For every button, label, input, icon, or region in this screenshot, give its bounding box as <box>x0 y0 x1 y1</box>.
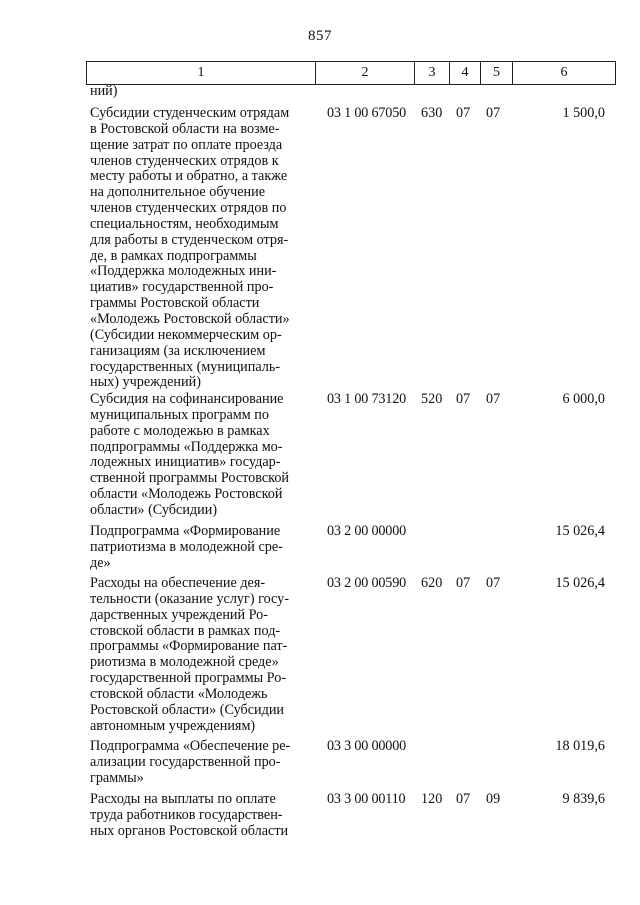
row-subsection: 07 <box>486 391 501 407</box>
column-header-row <box>87 62 616 85</box>
row-target-code: 03 1 00 67050 <box>327 105 406 121</box>
row-target-code: 03 3 00 00110 <box>327 791 406 807</box>
row-description: Субсидия на софинансирование муниципальных программ по работе с молодежью в рамках подпрограммы «Поддержка мо- лодежных инициатив» государ- ственной программы Ростовской области «Молодежь Ростовской области» (Субсидии) <box>90 391 290 518</box>
row-expense-type: 520 <box>421 391 443 407</box>
page-number: 857 <box>308 28 332 44</box>
column-header-6: 6 <box>513 62 616 85</box>
row-section: 07 <box>456 791 471 807</box>
row-expense-type: 630 <box>421 105 443 121</box>
column-header-3: 3 <box>415 62 450 85</box>
row-target-code: 03 2 00 00590 <box>327 575 406 591</box>
row-subsection: 07 <box>486 105 501 121</box>
row-subsection: 09 <box>486 791 501 807</box>
row-section: 07 <box>456 105 471 121</box>
row-subsection: 07 <box>486 575 501 591</box>
column-header-table <box>86 61 616 85</box>
row-amount: 1 500,0 <box>562 105 605 121</box>
row-expense-type: 120 <box>421 791 443 807</box>
row-target-code: 03 2 00 00000 <box>327 523 406 539</box>
row-description: Подпрограмма «Обеспечение ре- ализации государственной про- граммы» <box>90 738 291 786</box>
column-header-1: 1 <box>87 62 316 85</box>
row-amount: 6 000,0 <box>562 391 605 407</box>
row-description: Подпрограмма «Формирование патриотизма в молодежной сре- де» <box>90 523 283 571</box>
column-header-4: 4 <box>450 62 481 85</box>
row-expense-type: 620 <box>421 575 443 591</box>
row-section: 07 <box>456 391 471 407</box>
column-header-5: 5 <box>481 62 513 85</box>
row-target-code: 03 1 00 73120 <box>327 391 406 407</box>
row-amount: 9 839,6 <box>562 791 605 807</box>
row-description: Субсидии студенческим отрядам в Ростовской области на возме- щение затрат по оплате проезда членов студенческих отрядов к месту работы и обратно, а также на дополнительное обучение членов студенческих отрядов по специальностям, необходимым для работы в студенческом отря- де, в рамках подпрограммы «Поддержка молодежных ини- циатив» государственной про- граммы Ростовской области «Молодежь Ростовской области» (Субсидии некоммерческим ор- ганизациям (за исключением государственных (муниципаль- ных) учреждений) <box>90 105 290 391</box>
column-header-2: 2 <box>316 62 415 85</box>
row-amount: 15 026,4 <box>555 575 605 591</box>
row-target-code: 03 3 00 00000 <box>327 738 406 754</box>
row-description: Расходы на выплаты по оплате труда работников государствен- ных органов Ростовской области <box>90 791 289 839</box>
row-amount: 15 026,4 <box>555 523 605 539</box>
row-section: 07 <box>456 575 471 591</box>
row-amount: 18 019,6 <box>555 738 605 754</box>
row-description: ний) <box>90 83 118 99</box>
row-description: Расходы на обеспечение дея- тельности (оказание услуг) госу- дарственных учреждений Ро- стовской области в рамках под- программы «Формирование пат- риотизма в молодежной среде» государственной программы Ро- стовской области «Молодежь Ростовской области» (Субсидии автономным учреждениям) <box>90 575 289 734</box>
